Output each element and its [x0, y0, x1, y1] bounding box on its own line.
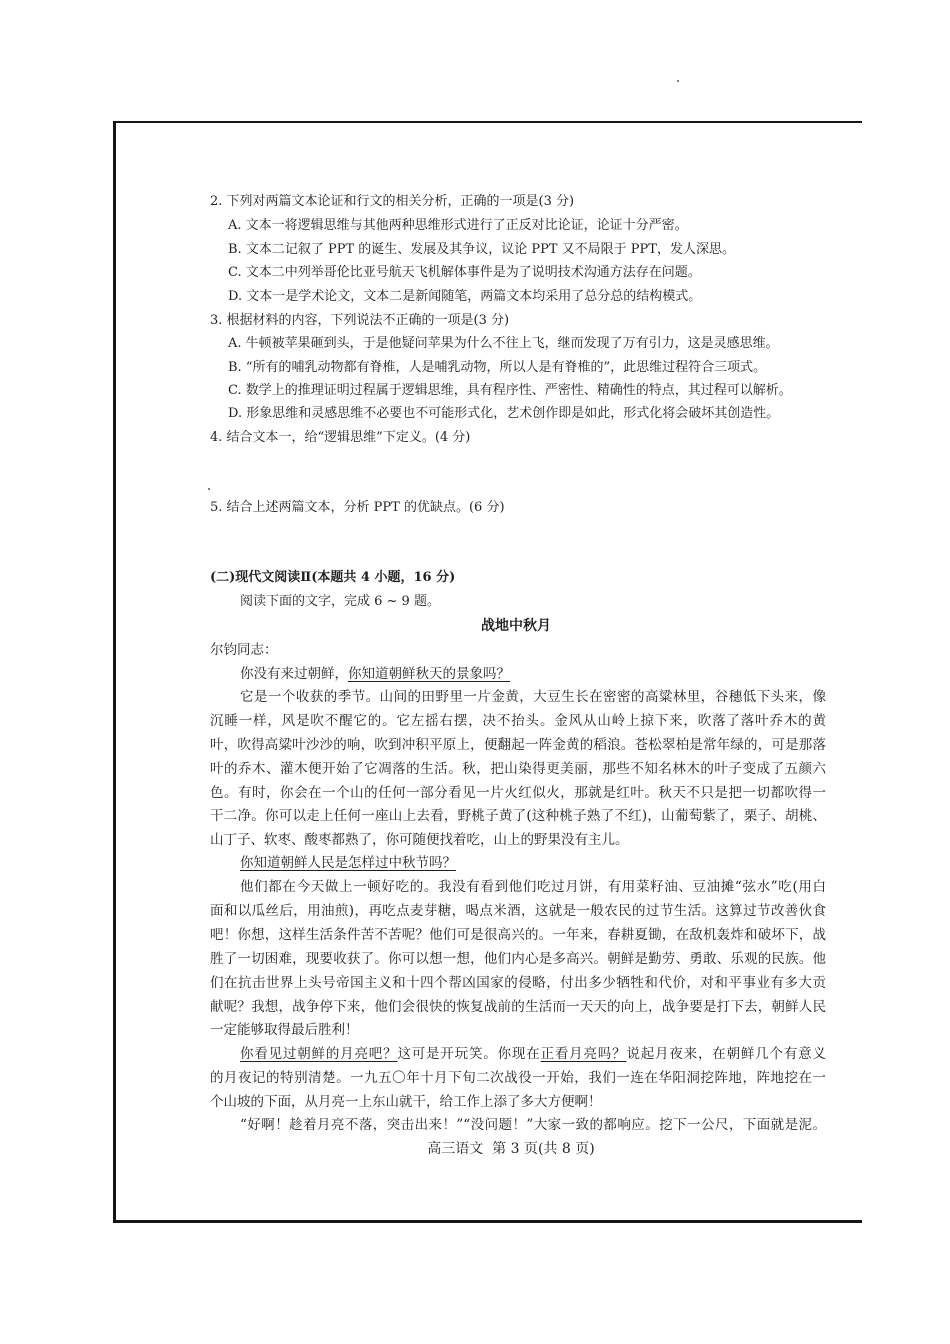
scan-border-top — [113, 121, 862, 123]
question-3-option-d: D. 形象思维和灵感思维不必要也不可能形式化，艺术创作即是如此，形式化将会破坏其创造性。 — [228, 406, 780, 421]
paragraph-5-line: 的月夜记的特别清楚。一九五〇年十月下旬二次战役一开始，我们一连在华阳洞挖阵地，阵地挖在一 — [210, 1070, 826, 1086]
question-5-stem: 5. 结合上述两篇文本，分析 PPT 的优缺点。(6 分) — [210, 500, 505, 515]
underlined-sentence: 你知道朝鲜人民是怎样过中秋节吗？ — [240, 855, 456, 871]
question-2-option-d: D. 文本一是学术论文，文本二是新闻随笔，两篇文本均采用了总分总的结构模式。 — [228, 289, 702, 304]
passage-title: 战地中秋月 — [481, 618, 551, 634]
question-3-option-a: A. 牛顿被苹果砸到头，于是他疑问苹果为什么不往上飞，继而发现了万有引力，这是灵感思维。 — [228, 336, 779, 351]
question-2-stem: 2. 下列对两篇文本论证和行文的相关分析，正确的一项是(3 分) — [210, 194, 575, 209]
paragraph-4-line: 们在抗击世界上头号帝国主义和十四个帮凶国家的侵略，付出多少牺牲和代价，对和平事业有多大贡 — [210, 975, 826, 991]
paragraph-5-line: 个山坡的下面，从月亮一上东山就干，给工作上添了多大方便啊！ — [210, 1094, 602, 1110]
paragraph-4-line: 他们都在今天做上一顿好吃的。我没有看到他们吃过月饼，有用菜籽油、豆油摊“弦水”吃(用白 — [240, 879, 826, 895]
paragraph-6-line: “好啊！趁着月亮不落，突击出来！”“没问题！”大家一致的都响应。挖下一公尺，下面就是泥。 — [240, 1117, 826, 1133]
underlined-sentence: 正看月亮吗？ — [540, 1046, 627, 1062]
paragraph-2-line: 干二净。你可以走上任何一座山上去看，野桃子黄了(这种桃子熟了不红)，山葡萄紫了，栗子、胡桃、 — [210, 808, 826, 824]
question-3-option-b: B. “所有的哺乳动物都有脊椎，人是哺乳动物，所以人是有脊椎的”，此思维过程符合三项式。 — [228, 360, 767, 375]
question-2-option-b: B. 文本二记叙了 PPT 的诞生、发展及其争议，议论 PPT 又不局限于 PPT，发人深思。 — [228, 242, 735, 257]
scan-speck — [208, 488, 210, 490]
scan-border-left — [113, 121, 116, 1223]
section-heading: (二)现代文阅读Ⅱ(本题共 4 小题，16 分) — [210, 570, 456, 585]
underlined-sentence: 你看见过朝鲜的月亮吧？ — [240, 1046, 398, 1062]
scan-border-bottom — [113, 1220, 862, 1223]
letter-paragraph-3 — [240, 855, 456, 871]
paragraph-text: 这可是开玩笑。你现在 — [397, 1046, 541, 1062]
paragraph-2-line: 叶的乔木、灌木便开始了它凋落的生活。秋，把山染得更美丽，那些不知名林木的叶子变成了五颜六 — [210, 761, 826, 777]
paragraph-2-line: 叶，吹得高粱叶沙沙的响，吹到冲积平原上，便翻起一阵金黄的稻浪。苍松翠柏是常年绿的，可是那落 — [210, 737, 826, 753]
paragraph-2-line: 它是一个收获的季节。山间的田野里一片金黄，大豆生长在密密的高粱林里，谷穗低下头来，像 — [240, 689, 826, 705]
question-3-option-c: C. 数学上的推理证明过程属于逻辑思维，具有程序性、严密性、精确性的特点，其过程可以解析。 — [228, 383, 792, 398]
question-2-option-a: A. 文本一将逻辑思维与其他两种思维形式进行了正反对比论证，论证十分严密。 — [228, 218, 688, 233]
paragraph-2-line: 山丁子、软枣、酸枣都熟了，你可随便找着吃，山上的野果没有主儿。 — [210, 832, 629, 848]
page-footer: 高三语文 第 3 页(共 8 页) — [427, 1141, 595, 1157]
question-2-option-c: C. 文本二中列举哥伦比亚号航天飞机解体事件是为了说明技术沟通方法存在问题。 — [228, 265, 701, 280]
paragraph-2-line: 色。有时，你会在一个山的任何一部分看见一片火红似火，那就是红叶。秋天不只是把一切都吹得一 — [210, 785, 826, 801]
paragraph-text: 说起月夜来，在朝鲜几个有意义 — [626, 1046, 826, 1062]
underlined-sentence: 你知道朝鲜秋天的景象吗？ — [348, 666, 510, 682]
section-instruction: 阅读下面的文字，完成 6 ~ 9 题。 — [240, 594, 440, 609]
scan-speck — [677, 80, 679, 82]
paragraph-4-line: 一定能够取得最后胜利！ — [210, 1022, 359, 1038]
question-3-stem: 3. 根据材料的内容，下列说法不正确的一项是(3 分) — [210, 313, 510, 328]
paragraph-4-line: 吧！你想，这样生活条件苦不苦呢？他们可是很高兴的。一年来，春耕夏锄，在敌机轰炸和破坏下，战 — [210, 927, 826, 943]
letter-salutation: 尔钧同志： — [210, 642, 278, 658]
letter-paragraph-1 — [240, 666, 510, 682]
paragraph-4-line: 胜了一切困难，现要收获了。你可以想一想，他们内心是多高兴。朝鲜是勤劳、勇敢、乐观的民族。他 — [210, 951, 826, 967]
paragraph-5-line — [240, 1046, 826, 1062]
paragraph-2-line: 沉睡一样，风是吹不醒它的。它左摇右摆，决不抬头。金风从山岭上掠下来，吹落了落叶乔木的黄 — [210, 713, 826, 729]
paragraph-4-line: 面和以瓜丝后，用油煎)，再吃点麦芽糖，喝点米酒，这就是一般农民的过节生活。这算过节改善伙食 — [210, 903, 826, 919]
paragraph-text: 你没有来过朝鲜， — [240, 666, 348, 682]
question-4-stem: 4. 结合文本一，给“逻辑思维”下定义。(4 分) — [210, 430, 471, 445]
paragraph-4-line: 献呢？我想，战争停下来，他们会很快的恢复战前的生活而一天天的向上，战争要是打下去，朝鲜人民 — [210, 999, 826, 1015]
